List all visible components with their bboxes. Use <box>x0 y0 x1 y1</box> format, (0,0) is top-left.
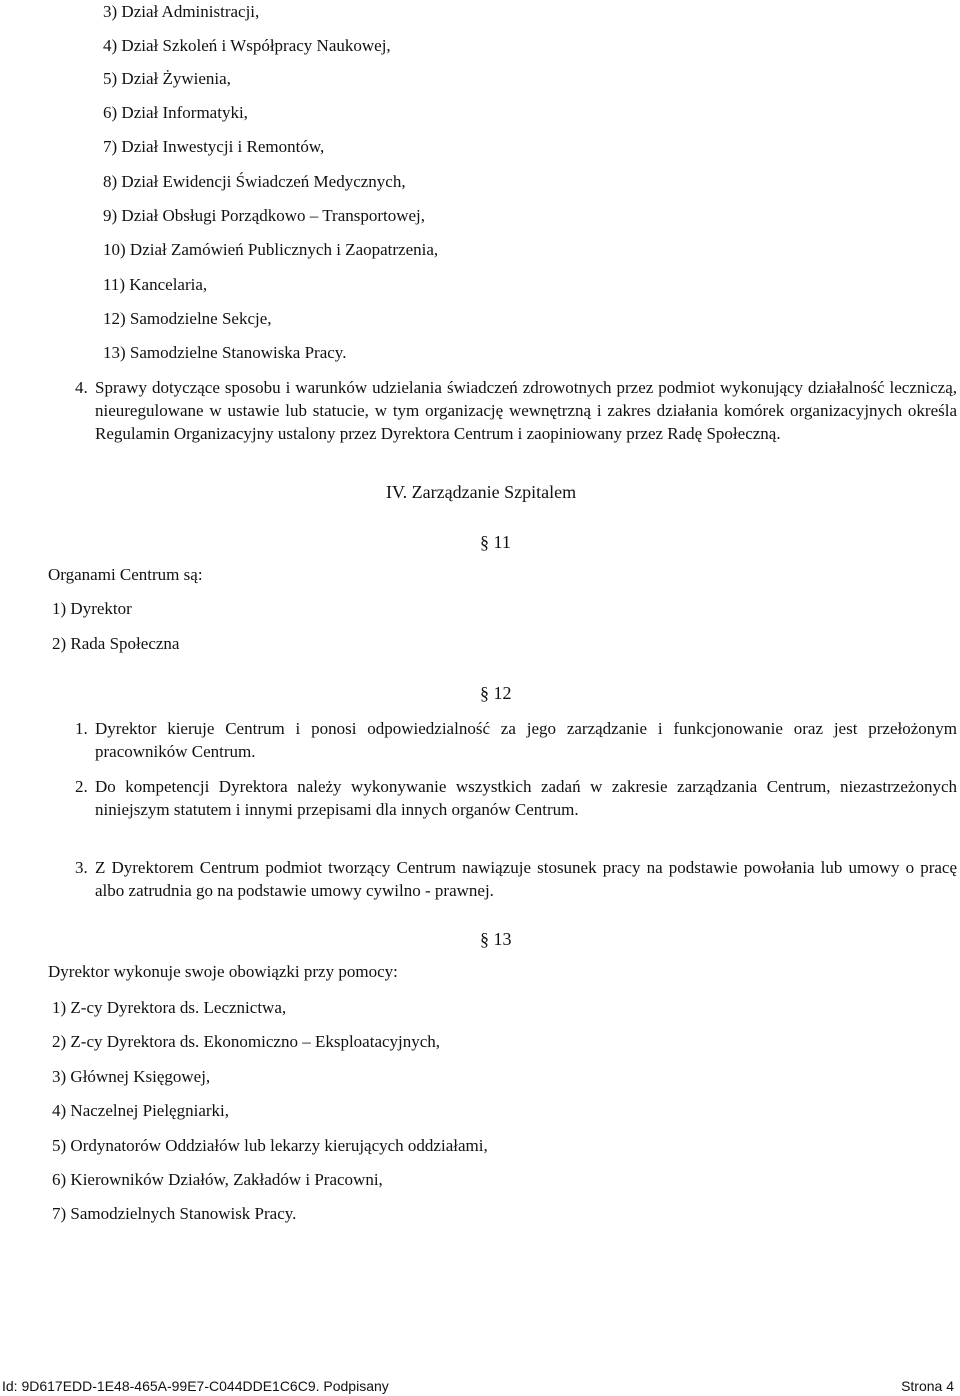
paragraph-text: Sprawy dotyczące sposobu i warunków udzielania świadczeń zdrowotnych przez podmiot wykonujący działalność leczniczą, nieuregulowane w ustawie lub statucie, w tym organizację wewnętrzną i zakres działania komórek organizacyjnych określa Regulamin Organizacyjny ustalony przez Dyrektora Centrum i zaopiniowany przez Radę Społeczną. <box>95 378 957 443</box>
section-mark-12: § 12 <box>480 683 512 703</box>
list-item: 9) Dział Obsługi Porządkowo – Transportowej, <box>103 206 426 225</box>
list-item: 3) Głównej Księgowej, <box>52 1067 211 1086</box>
chapter-title: IV. Zarządzanie Szpitalem <box>386 482 577 502</box>
document-id: Id: 9D617EDD-1E48-465A-99E7-C044DDE1C6C9. Podpisany <box>2 1378 389 1394</box>
point-number: 1. <box>75 719 88 738</box>
list-item: 11) Kancelaria, <box>103 275 208 294</box>
list-item: 5) Dział Żywienia, <box>103 69 231 88</box>
list-item: 8) Dział Ewidencji Świadczeń Medycznych, <box>103 172 406 191</box>
list-item: 1) Dyrektor <box>52 599 132 618</box>
section-mark-13: § 13 <box>480 929 512 949</box>
list-item: 3) Dział Administracji, <box>103 2 260 21</box>
point-number: 2. <box>75 777 88 796</box>
list-item: 4) Dział Szkoleń i Współpracy Naukowej, <box>103 36 391 55</box>
list-item: 2) Z-cy Dyrektora ds. Ekonomiczno – Eksploatacyjnych, <box>52 1032 441 1051</box>
page-number: Strona 4 <box>901 1378 954 1394</box>
list-item: 6) Dział Informatyki, <box>103 103 248 122</box>
point-text: Z Dyrektorem Centrum podmiot tworzący Centrum nawiązuje stosunek pracy na podstawie powołania lub umowy o pracę albo zatrudnia go na podstawie umowy cywilno - prawnej. <box>95 858 957 900</box>
list-item: 4) Naczelnej Pielęgniarki, <box>52 1101 230 1120</box>
section-mark-11: § 11 <box>480 532 511 552</box>
section-intro: Dyrektor wykonuje swoje obowiązki przy pomocy: <box>48 962 398 981</box>
list-item: 5) Ordynatorów Oddziałów lub lekarzy kierujących oddziałami, <box>52 1136 488 1155</box>
point-text: Dyrektor kieruje Centrum i ponosi odpowiedzialność za jego zarządzanie i funkcjonowanie oraz jest przełożonym pracowników Centrum. <box>95 719 957 761</box>
point-number: 3. <box>75 858 88 877</box>
list-item: 13) Samodzielne Stanowiska Pracy. <box>103 343 347 362</box>
list-item: 1) Z-cy Dyrektora ds. Lecznictwa, <box>52 998 287 1017</box>
list-item: 10) Dział Zamówień Publicznych i Zaopatrzenia, <box>103 240 439 259</box>
section-intro: Organami Centrum są: <box>48 565 203 584</box>
paragraph-number: 4. <box>75 378 88 397</box>
list-item: 12) Samodzielne Sekcje, <box>103 309 272 328</box>
list-item: 7) Samodzielnych Stanowisk Pracy. <box>52 1204 297 1223</box>
list-item: 7) Dział Inwestycji i Remontów, <box>103 137 325 156</box>
list-item: 2) Rada Społeczna <box>52 634 180 653</box>
list-item: 6) Kierowników Działów, Zakładów i Pracowni, <box>52 1170 383 1189</box>
point-text: Do kompetencji Dyrektora należy wykonywanie wszystkich zadań w zakresie zarządzania Centrum, niezastrzeżonych niniejszym statutem i innymi przepisami dla innych organów Centrum. <box>95 777 957 819</box>
